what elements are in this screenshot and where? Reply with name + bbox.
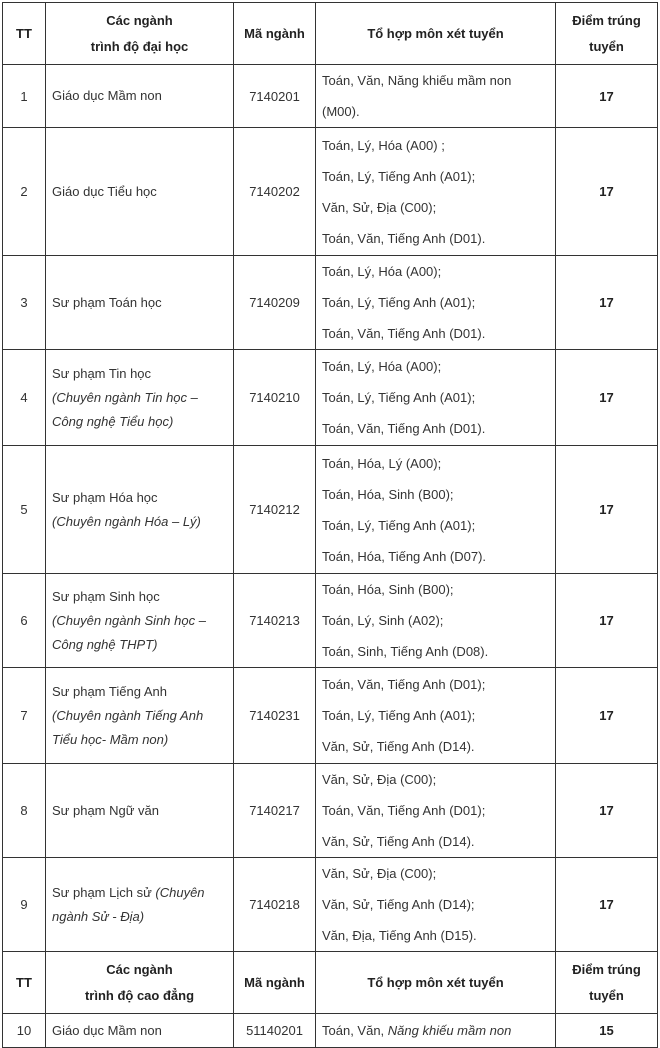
table-row (3, 1014, 658, 1048)
row-combo (316, 1014, 556, 1048)
row-combos (316, 256, 556, 350)
row-combos (316, 128, 556, 256)
row-major (46, 128, 234, 256)
row-code: 7140209 (234, 256, 316, 350)
combo-line: Văn, Sử, Địa (C00); (322, 199, 437, 215)
row-code: 7140212 (234, 446, 316, 574)
row-major (46, 446, 234, 574)
table-row (3, 446, 658, 574)
combo-line: Toán, Sinh, Tiếng Anh (D08). (322, 644, 489, 659)
row-combos (316, 350, 556, 446)
combo-line: Văn, Sử, Địa (C00); (322, 772, 437, 787)
combo-line: Toán, Văn, Tiếng Anh (D01). (322, 326, 486, 341)
header-major-line1: Các ngành (106, 12, 173, 28)
college-header-score (556, 952, 658, 1014)
college-header-major (46, 952, 234, 1014)
row-major (46, 65, 234, 128)
combo-plain: Toán, Văn, (322, 1023, 388, 1038)
major-name: Sư phạm Tin học (52, 365, 152, 381)
table-row (3, 574, 658, 668)
college-header-combo: Tổ hợp môn xét tuyển (316, 952, 556, 1014)
combo-line: Toán, Hóa, Tiếng Anh (D07). (322, 548, 487, 564)
combo-line: Toán, Hóa, Lý (A00); (322, 455, 442, 471)
row-code: 7140218 (234, 858, 316, 952)
row-tt: 4 (3, 350, 46, 446)
combo-line: Toán, Lý, Tiếng Anh (A01); (322, 390, 476, 405)
row-combos (316, 574, 556, 668)
row-code: 7140213 (234, 574, 316, 668)
combo-line: Toán, Lý, Hóa (A00) ; (322, 137, 445, 153)
row-major (46, 858, 234, 952)
row-code: 7140201 (234, 65, 316, 128)
row-code: 7140210 (234, 350, 316, 446)
combo-line: Toán, Lý, Tiếng Anh (A01); (322, 295, 476, 310)
major-name: Sư phạm Tiếng Anh (52, 683, 167, 699)
row-code: 7140217 (234, 764, 316, 858)
combo-line: Văn, Sử, Tiếng Anh (D14). (322, 834, 475, 849)
combo-line: Toán, Hóa, Sinh (B00); (322, 486, 454, 502)
row-tt: 2 (3, 128, 46, 256)
college-header-tt: TT (3, 952, 46, 1014)
combo-line: Văn, Sử, Tiếng Anh (D14). (322, 739, 475, 754)
table-row (3, 764, 658, 858)
major-name: Sư phạm Sinh học (52, 588, 160, 604)
row-score: 17 (556, 764, 658, 858)
university-rows (3, 65, 658, 952)
major-name: Giáo dục Mầm non (52, 88, 162, 103)
college-header-major-line2: trình độ cao đẳng (84, 987, 195, 1003)
combo-line: Toán, Văn, Tiếng Anh (D01). (322, 230, 486, 246)
row-tt: 6 (3, 574, 46, 668)
row-code: 7140202 (234, 128, 316, 256)
major-name: Sư phạm Toán học (52, 294, 162, 310)
major-name: Sư phạm Hóa học (52, 489, 158, 505)
row-tt: 10 (3, 1014, 46, 1048)
table-row (3, 350, 658, 446)
row-score: 15 (556, 1014, 658, 1048)
table-row (3, 668, 658, 764)
row-tt: 1 (3, 65, 46, 128)
combo-line: Toán, Văn, Tiếng Anh (D01). (322, 421, 486, 436)
major-specialization: (Chuyên ngành Hóa – Lý) (52, 513, 201, 529)
row-score: 17 (556, 65, 658, 128)
college-header-row (3, 952, 658, 1014)
row-score: 17 (556, 858, 658, 952)
row-major (46, 350, 234, 446)
row-combos (316, 858, 556, 952)
row-score: 17 (556, 574, 658, 668)
row-major (46, 764, 234, 858)
major-specialization: (Chuyên ngành Sử - Địa) (52, 884, 205, 924)
row-major (46, 574, 234, 668)
combo-line: Toán, Lý, Hóa (A00); (322, 359, 442, 374)
combo-line: Toán, Lý, Sinh (A02); (322, 613, 444, 628)
admission-score-table (2, 2, 658, 1048)
major-specialization: (Chuyên ngành Sinh học – Công nghệ THPT) (52, 612, 206, 652)
row-tt: 3 (3, 256, 46, 350)
header-major (46, 3, 234, 65)
header-score-line2: tuyển (589, 38, 624, 54)
college-section (3, 952, 658, 1048)
major-name: Sư phạm Ngữ văn (52, 802, 160, 818)
combo-line: Toán, Văn, Tiếng Anh (D01); (322, 803, 486, 818)
major-name: Sư phạm Lịch sử (52, 884, 156, 900)
combo-line: Toán, Hóa, Sinh (B00); (322, 582, 454, 597)
row-tt: 9 (3, 858, 46, 952)
row-score: 17 (556, 128, 658, 256)
table-row (3, 128, 658, 256)
row-combos (316, 446, 556, 574)
row-tt: 5 (3, 446, 46, 574)
college-header-major-line1: Các ngành (106, 961, 173, 977)
header-major-line2: trình độ đại học (90, 38, 189, 54)
header-score (556, 3, 658, 65)
row-tt: 8 (3, 764, 46, 858)
university-header-row (3, 3, 658, 65)
table-row (3, 65, 658, 128)
combo-italic: Năng khiếu mầm non (387, 1023, 512, 1038)
row-major: Giáo dục Mầm non (46, 1014, 234, 1048)
combo-line: Văn, Địa, Tiếng Anh (D15). (322, 928, 477, 943)
row-code: 51140201 (234, 1014, 316, 1048)
row-combos (316, 65, 556, 128)
table-row (3, 256, 658, 350)
row-score: 17 (556, 668, 658, 764)
combo-line: Toán, Văn, Tiếng Anh (D01); (322, 677, 486, 692)
college-header-score-line2: tuyển (589, 987, 624, 1003)
row-combos (316, 764, 556, 858)
header-code: Mã ngành (234, 3, 316, 65)
college-header-score-line1: Điểm trúng (572, 961, 641, 977)
combo-line: Toán, Văn, Năng khiếu mầm non (M00). (322, 73, 512, 119)
row-code: 7140231 (234, 668, 316, 764)
row-tt: 7 (3, 668, 46, 764)
row-major (46, 668, 234, 764)
header-tt: TT (3, 3, 46, 65)
major-specialization: (Chuyên ngành Tin học – Công nghệ Tiểu học) (52, 389, 198, 429)
combo-line: Toán, Lý, Tiếng Anh (A01); (322, 708, 476, 723)
combo-line: Toán, Lý, Tiếng Anh (A01); (322, 168, 476, 184)
combo-line: Văn, Sử, Tiếng Anh (D14); (322, 897, 475, 912)
table-row (3, 858, 658, 952)
row-score: 17 (556, 446, 658, 574)
combo-line: Văn, Sử, Địa (C00); (322, 866, 437, 881)
header-score-line1: Điểm trúng (572, 12, 641, 28)
row-major (46, 256, 234, 350)
combo-line: Toán, Lý, Tiếng Anh (A01); (322, 517, 476, 533)
row-score: 17 (556, 350, 658, 446)
major-name: Giáo dục Tiểu học (52, 183, 157, 199)
row-score: 17 (556, 256, 658, 350)
row-combos (316, 668, 556, 764)
college-header-code: Mã ngành (234, 952, 316, 1014)
header-combo: Tổ hợp môn xét tuyển (316, 3, 556, 65)
combo-line: Toán, Lý, Hóa (A00); (322, 264, 442, 279)
major-specialization: (Chuyên ngành Tiếng Anh Tiểu học- Mầm non) (52, 707, 204, 747)
